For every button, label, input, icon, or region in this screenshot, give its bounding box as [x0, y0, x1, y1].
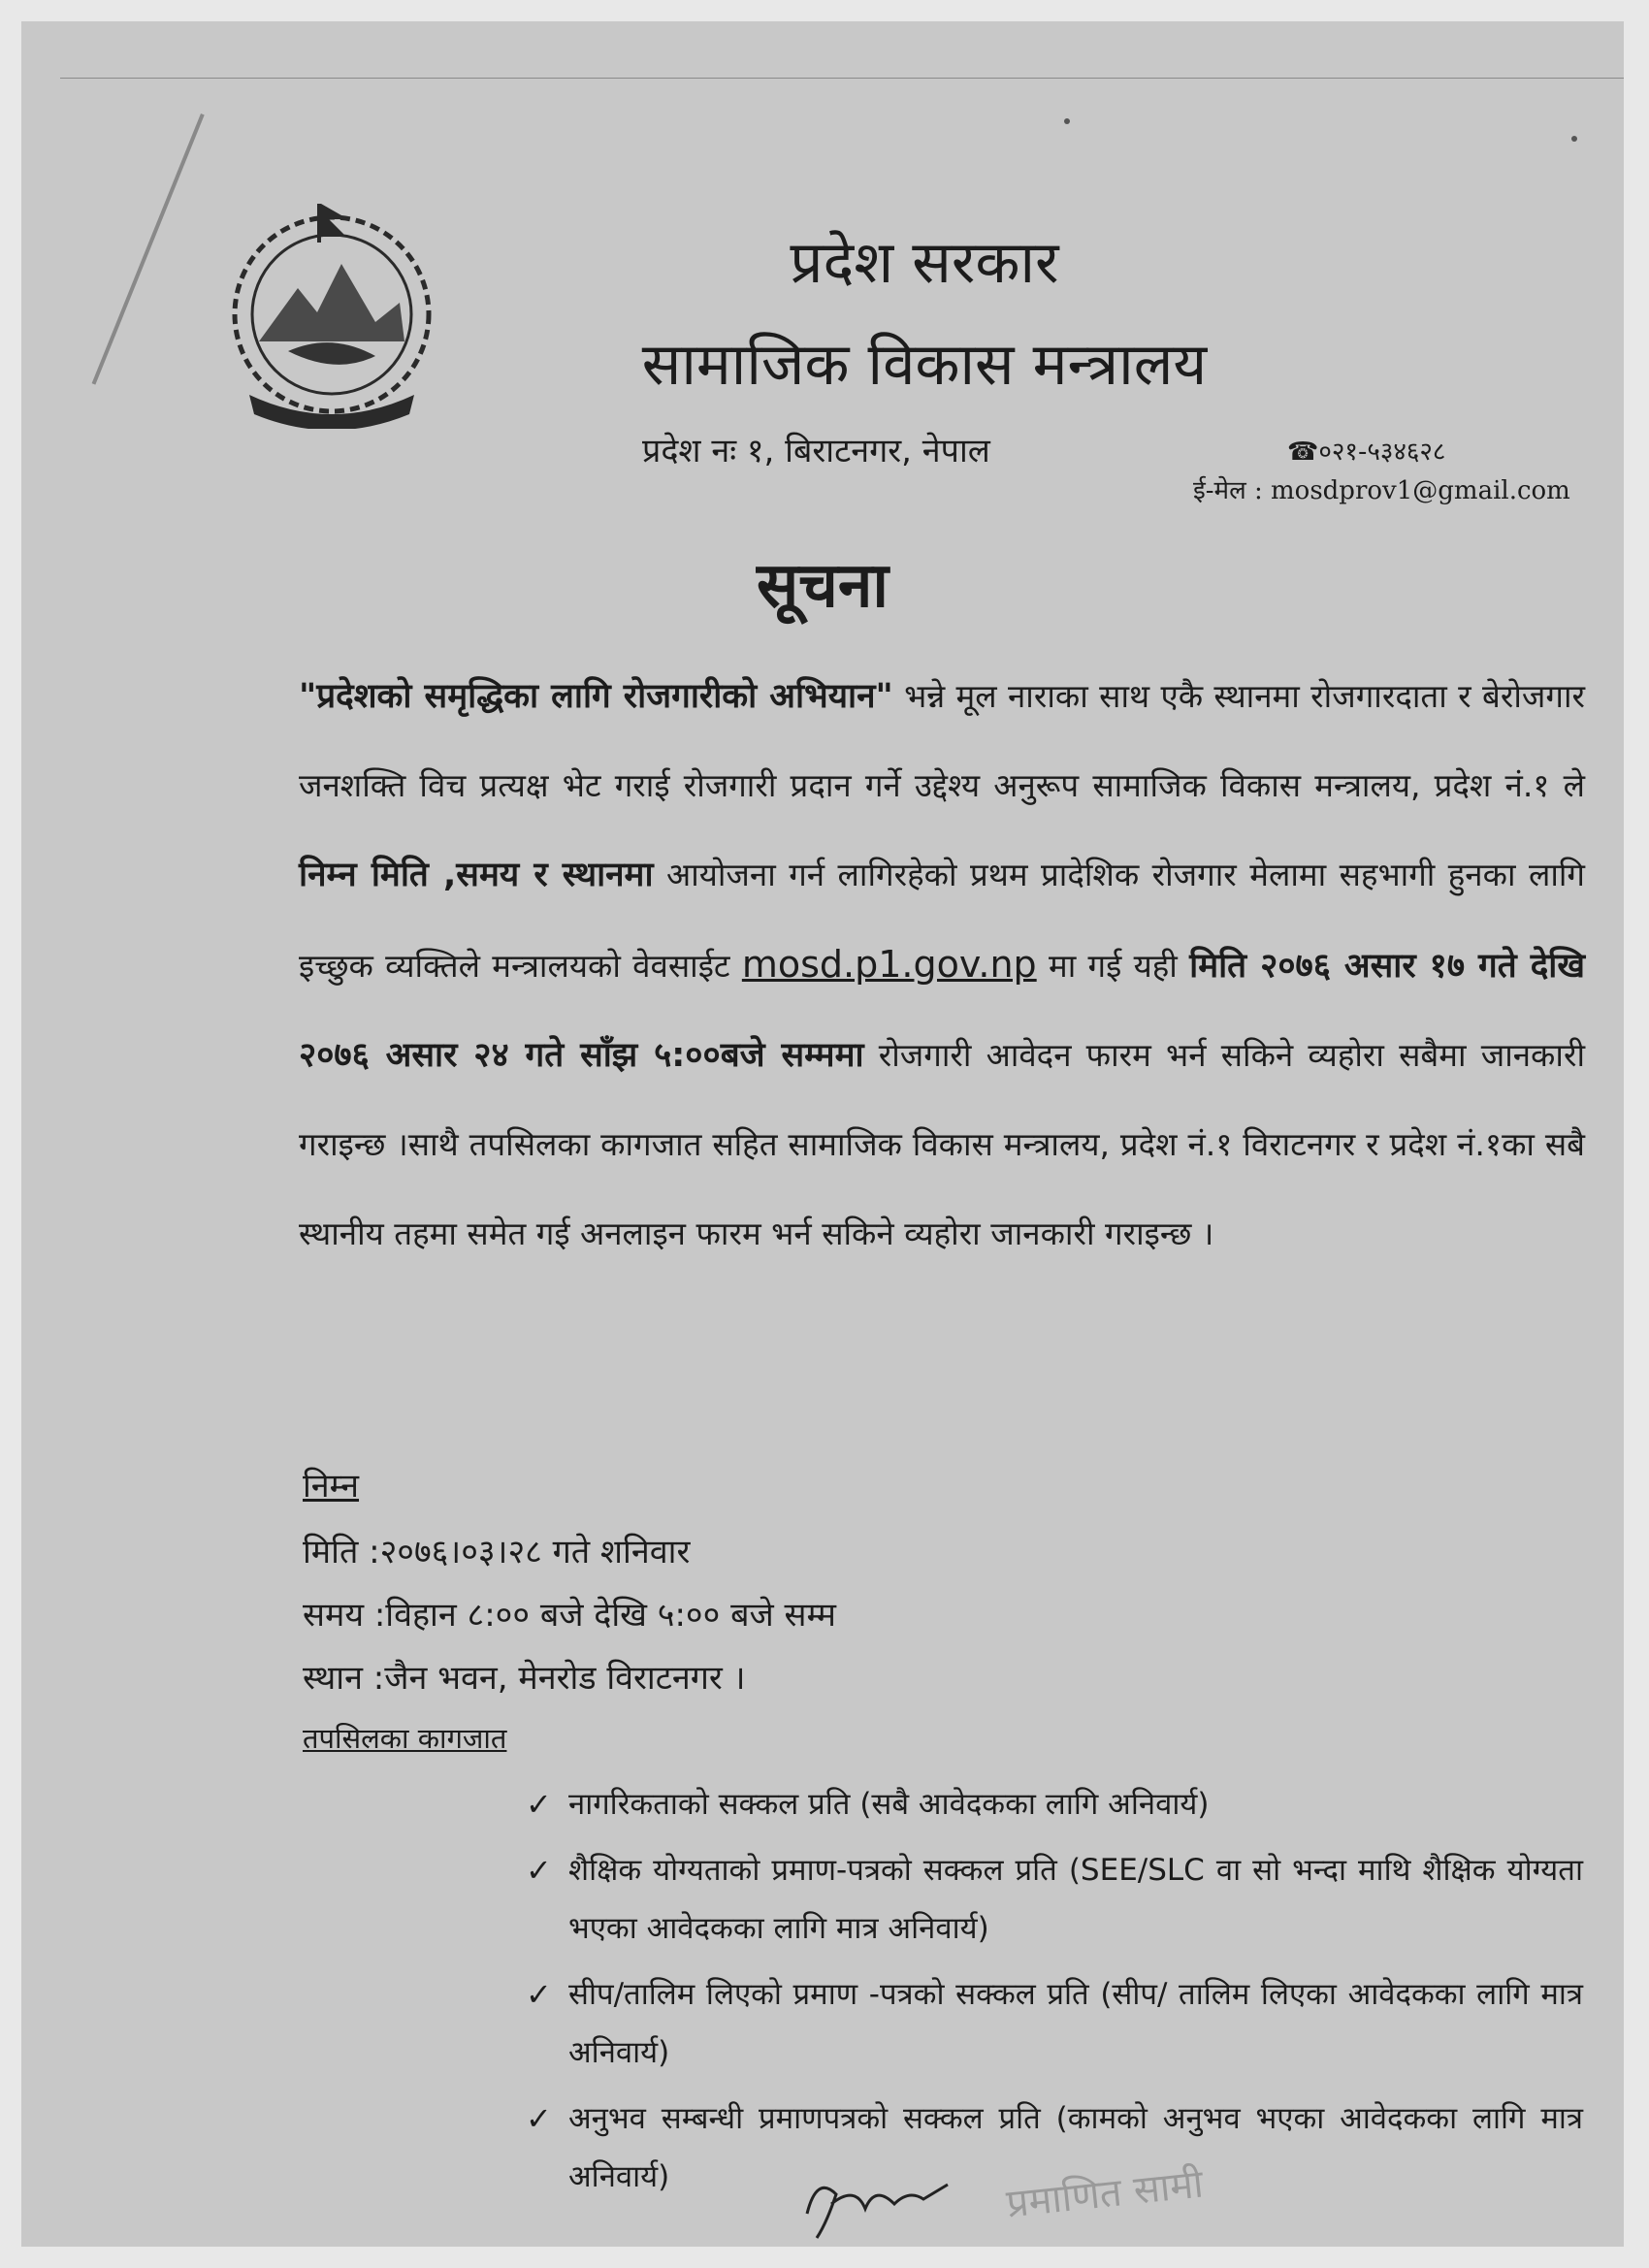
documents-list [526, 1775, 1583, 2214]
header-email: ई-मेल : mosdprov1@gmail.com [1193, 476, 1570, 505]
checkmark-icon: ✓ [526, 2100, 552, 2137]
checkmark-icon: ✓ [526, 1786, 552, 1823]
header-address: प्रदेश नः १, बिराटनगर, नेपाल [642, 432, 990, 470]
notice-body [299, 652, 1585, 1279]
schedule-time: समय :विहान ८:०० बजे देखि ५:०० बजे सम्म [303, 1596, 837, 1635]
slogan: "प्रदेशको समृद्धिका लागि रोजगारीको अभियान" [299, 677, 893, 716]
list-item [526, 1965, 1583, 2082]
signature [788, 2155, 962, 2243]
notice-title: सूचना [757, 550, 889, 622]
document-item-text: अनुभव सम्बन्धी प्रमाणपत्रको सक्कल प्रति (कामको अनुभव भएका आवेदकका लागि मात्र अनिवार्य) [568, 2101, 1583, 2194]
website-link[interactable]: mosd.p1.gov.np [741, 943, 1037, 986]
document-item-text: शैक्षिक योग्यताको प्रमाण-पत्रको सक्कल प्रति (SEE/SLC वा सो भन्दा माथि शैक्षिक योग्यता भएका आवेदकका लागि मात्र अनिवार्य) [568, 1853, 1583, 1946]
scan-speck [1064, 118, 1070, 124]
list-item [526, 1775, 1583, 1833]
body-text-1: भन्ने मूल नाराका साथ एकै स्थानमा रोजगारदाता र बेरोजगार जनशक्ति विच प्रत्यक्ष भेट गराई रोजगारी प्रदान गर्ने उद्देश्य अनुरूप सामाजिक विकास मन्त्रालय, प्रदेश नं.१ ले [299, 677, 1585, 804]
checkmark-icon: ✓ [526, 1852, 552, 1889]
documents-heading: तपसिलका कागजात [303, 1722, 507, 1755]
body-text-3: मा गई यही [1036, 947, 1190, 985]
top-rule [60, 78, 1624, 79]
document-page [21, 21, 1624, 2247]
schedule-heading: निम्न [303, 1467, 360, 1506]
header-phone: ☎०२१-५३४६२८ [1287, 437, 1446, 467]
scan-speck [1571, 136, 1577, 142]
header-government: प्रदेश सरकार [790, 229, 1059, 297]
list-item [526, 1841, 1583, 1958]
schedule-place: स्थान :जैन भवन, मेनरोड विराटनगर । [303, 1659, 746, 1698]
checkmark-icon: ✓ [526, 1976, 552, 2013]
schedule-date: मिति :२०७६।०३।२८ गते शनिवार [303, 1533, 691, 1571]
body-text-4: रोजगारी आवेदन फारम भर्न सकिने व्यहोरा सबैमा जानकारी गराइन्छ ।साथै तपसिलका कागजात सहित सामाजिक विकास मन्त्रालय, प्रदेश नं.१ विराटनगर र प्रदेश नं.१का सबै स्थानीय तहमा समेत गई अनलाइन फारम भर्न सकिने व्यहोरा जानकारी गराइन्छ । [299, 1036, 1585, 1252]
stamp-text: प्रमाणित सामी [1004, 2161, 1206, 2227]
body-bold-1: निम्न मिति ,समय र स्थानमा [299, 856, 654, 894]
document-item-text: सीप/तालिम लिएको प्रमाण -पत्रको सक्कल प्रति (सीप/ तालिम लिएका आवेदकका लागि मात्र अनिवार्य) [568, 1977, 1583, 2070]
body-bold-2: मिति २०७६ असार १७ गते देखि २०७६ असार २४ गते साँझ ५:००बजे सम्ममा [299, 947, 1585, 1075]
body-text-2: आयोजना गर्न लागिरहेको प्रथम प्रादेशिक रोजगार मेलामा सहभागी हुनका लागि इच्छुक व्यक्तिले मन्त्रालयको वेवसाईट [299, 856, 1585, 985]
header-ministry: सामाजिक विकास मन्त्रालय [641, 331, 1208, 399]
document-item-text: नागरिकताको सक्कल प्रति (सबै आवेदकका लागि अनिवार्य) [568, 1787, 1210, 1822]
